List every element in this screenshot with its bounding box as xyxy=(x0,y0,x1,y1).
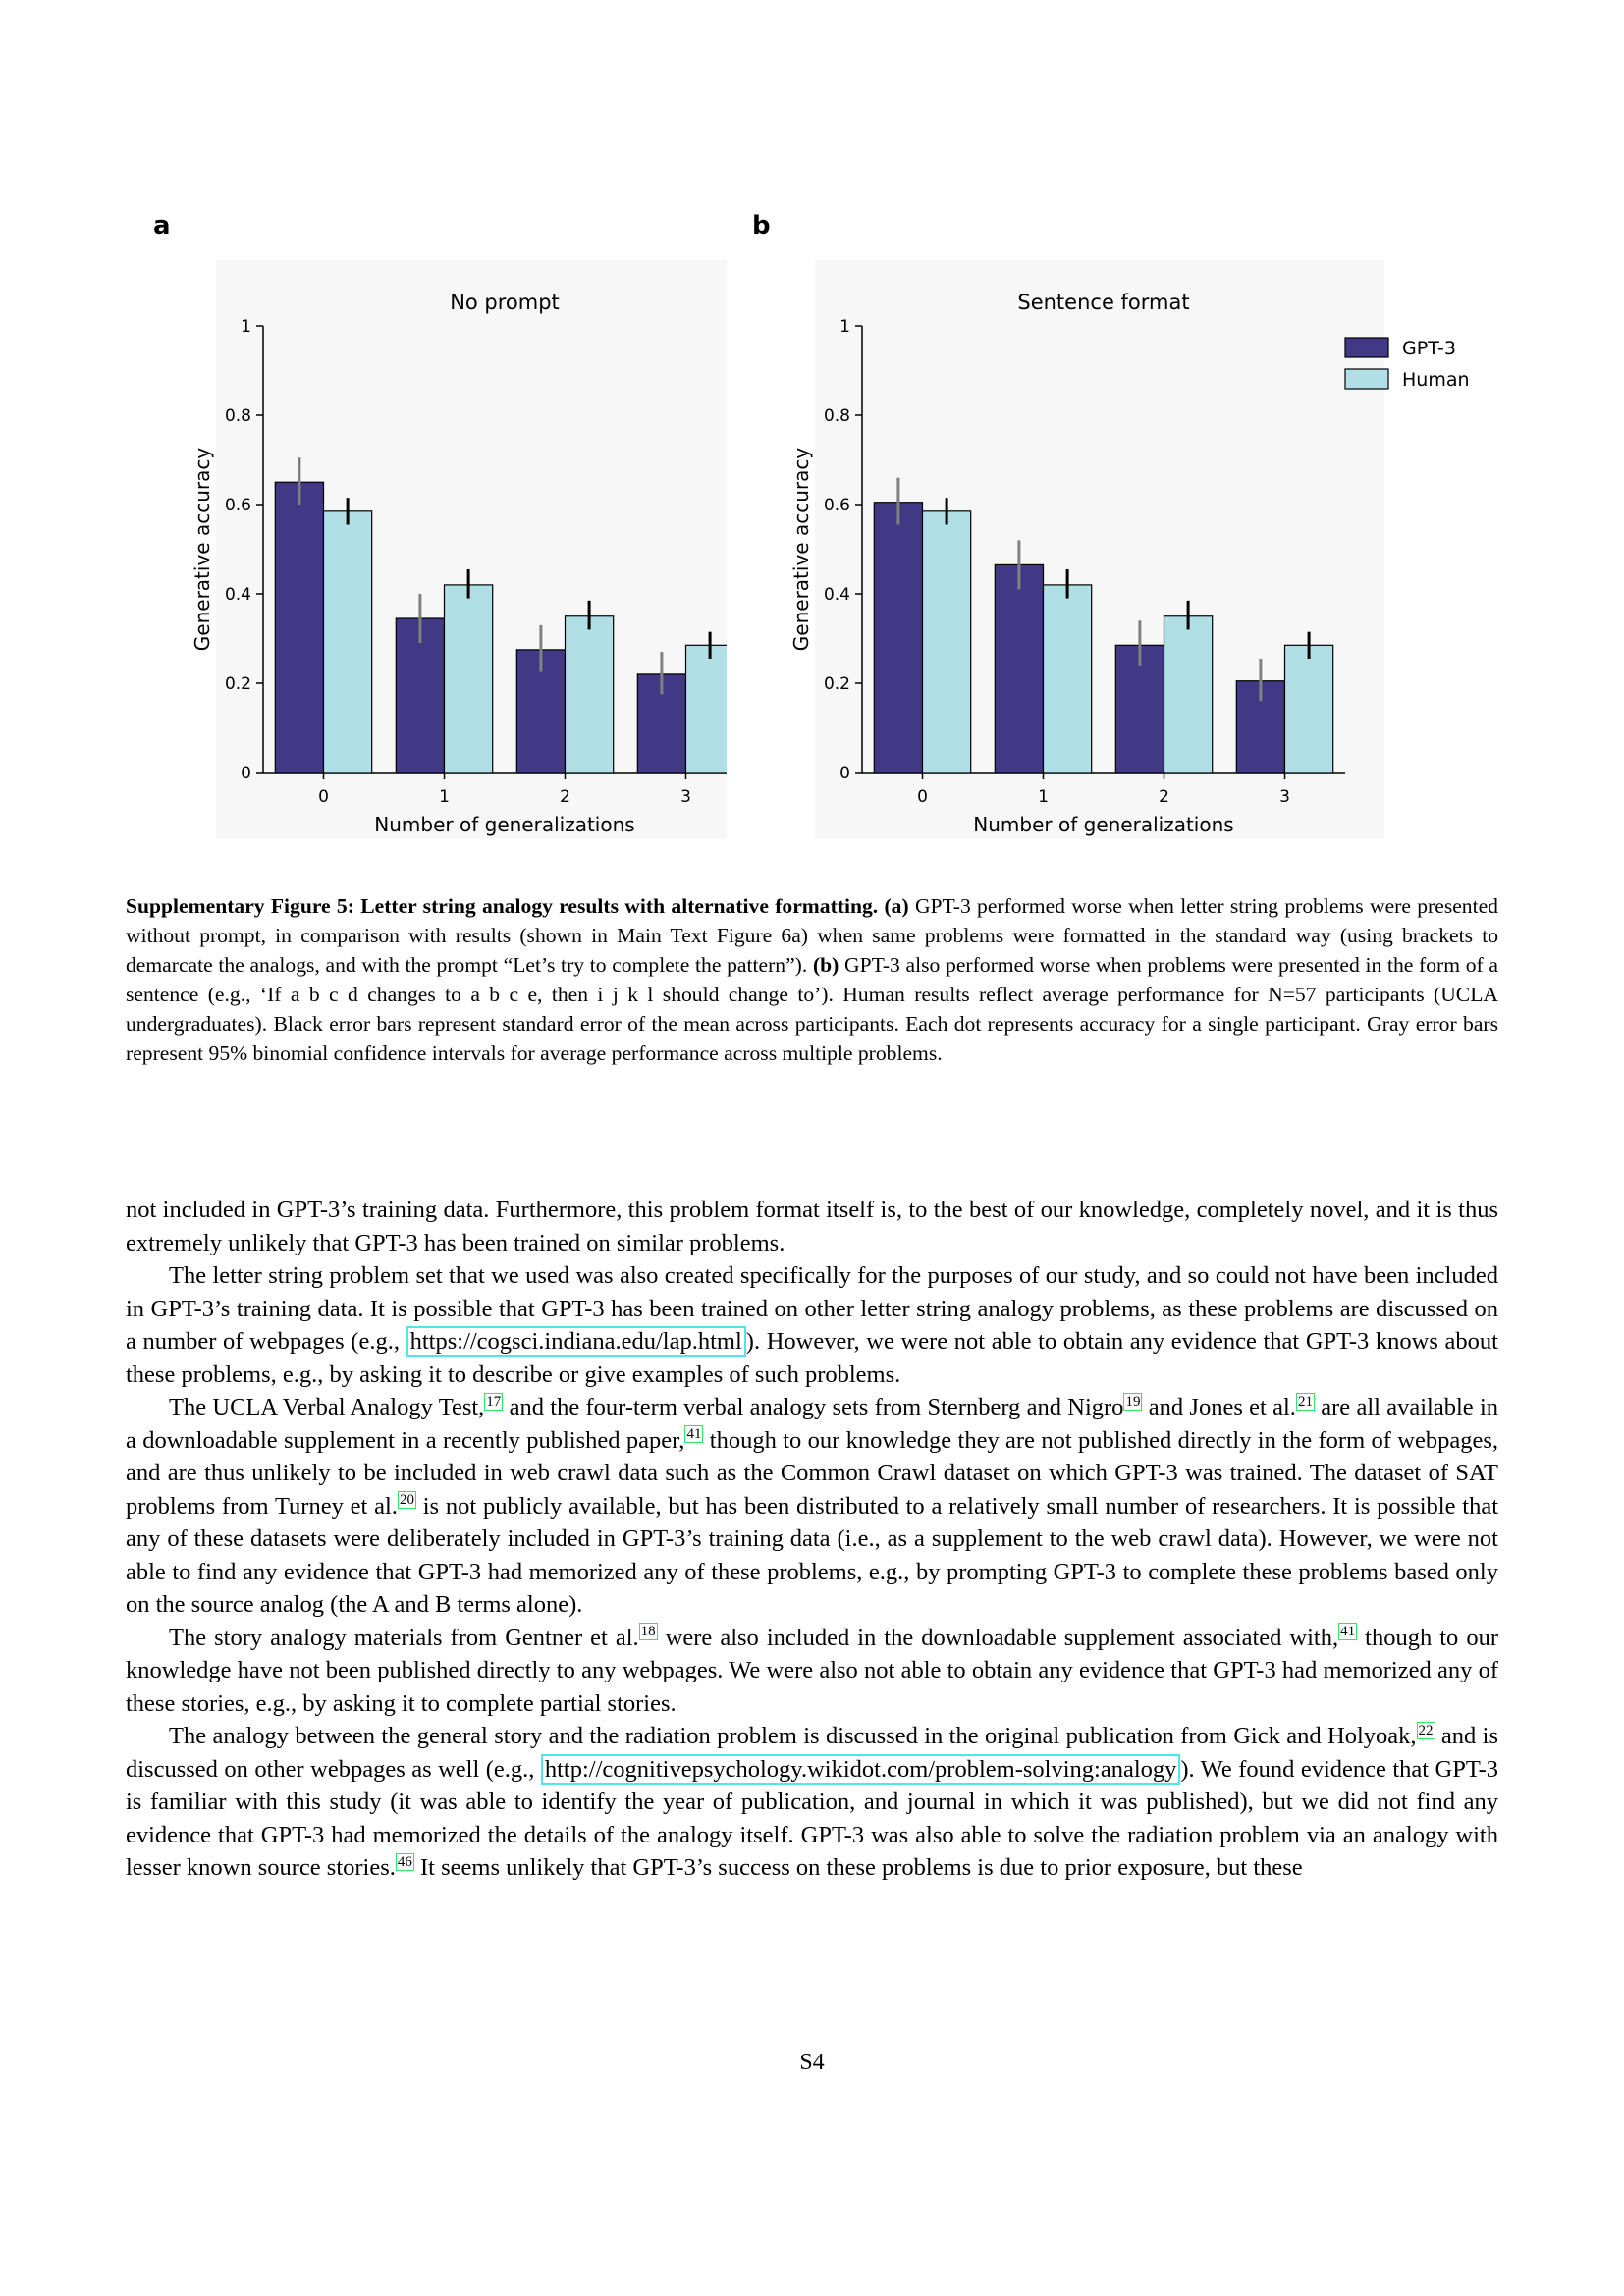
y-tick-label: 0.4 xyxy=(823,585,850,605)
y-tick-label: 0.6 xyxy=(224,496,251,515)
x-tick-label: 3 xyxy=(1279,787,1290,807)
legend-swatch-gpt3 xyxy=(1345,338,1388,357)
bar-human xyxy=(1164,616,1213,773)
x-tick-label: 1 xyxy=(439,787,450,807)
p3-text-d: are all available in a downloadable supplement in a recently published paper, xyxy=(126,1394,1498,1454)
paragraph-2 xyxy=(126,1259,1498,1391)
bar-gpt3 xyxy=(995,564,1043,773)
link-wikidot[interactable]: http://cognitivepsychology.wikidot.com/problem-solving:analogy xyxy=(541,1754,1181,1785)
legend-label-human: Human xyxy=(1402,369,1470,391)
paragraph-1: not included in GPT-3’s training data. Furthermore, this problem format itself is, to the best of our knowledge, completely novel, and it is thus extremely unlikely that GPT-3 has been trained on similar problems. xyxy=(126,1197,1498,1256)
y-tick-label: 0.2 xyxy=(823,674,850,694)
caption-tag-b: (b) xyxy=(812,953,839,977)
bar-human xyxy=(1044,585,1092,773)
chart-sentence-format xyxy=(736,231,1483,839)
paragraph-5 xyxy=(126,1720,1498,1885)
p4-text-a: The story analogy materials from Gentner et al. xyxy=(169,1624,639,1651)
caption-label: Supplementary Figure 5: Letter string analogy results with alternative formatting. xyxy=(126,894,879,918)
citation-22[interactable]: 22 xyxy=(1418,1722,1434,1738)
p3-text-e: though to our knowledge they are not published directly in the form of webpages, and are thus unlikely to be included in web crawl data such as the Common Crawl dataset on which GPT-3 was trained. The dataset of SAT problems from Turney et al. xyxy=(126,1426,1498,1520)
y-tick-label: 0 xyxy=(241,764,251,783)
x-tick-label: 3 xyxy=(680,787,691,807)
p3-text-b: and the four-term verbal analogy sets from Sternberg and Nigro xyxy=(503,1394,1124,1420)
paragraph-2-text-end: ). However, we were not able to obtain any evidence that GPT-3 knows about these problems, e.g., by asking it to describe or give examples of such problems. xyxy=(126,1328,1498,1388)
bar-human xyxy=(566,616,614,773)
caption-tag-a: (a) xyxy=(884,894,909,918)
p5-text-a: The analogy between the general story and the radiation problem is discussed in the original publication from Gick and Holyoak, xyxy=(169,1723,1417,1749)
y-tick-label: 0.2 xyxy=(224,674,251,694)
p4-text-c: though to our knowledge have not been published directly to any webpages. We were also not able to obtain any evidence that GPT-3 had memorized any of these stories, e.g., by asking it to complete partial stories. xyxy=(126,1624,1498,1717)
y-tick-label: 0.4 xyxy=(224,585,251,605)
page-number: S4 xyxy=(799,2050,825,2075)
bar-human xyxy=(686,645,728,773)
p5-text-b: and is discussed on other webpages as well (e.g., xyxy=(126,1723,1499,1783)
bar-human xyxy=(445,585,493,773)
x-tick-label: 2 xyxy=(560,787,570,807)
x-tick-label: 0 xyxy=(318,787,329,807)
chart-title: No prompt xyxy=(450,291,560,314)
paragraph-2-text: The letter string problem set that we used was also created specifically for the purposes of our study, and so could not have been included in GPT-3’s training data. It is possible that GPT-3 has been trained on other letter string analogy problems, as these problems are discussed on a number of webpages (e.g., xyxy=(126,1262,1498,1355)
citation-41b[interactable]: 41 xyxy=(1340,1624,1356,1640)
panel-label-a: a xyxy=(153,211,171,240)
citation-18[interactable]: 18 xyxy=(640,1624,656,1640)
bar-gpt3 xyxy=(275,482,323,773)
y-axis-label: Generative accuracy xyxy=(190,447,214,652)
y-tick-label: 0.8 xyxy=(823,406,850,426)
legend-swatch-human xyxy=(1345,369,1388,389)
figure-caption xyxy=(126,891,1498,1068)
bar-human xyxy=(324,511,372,773)
y-axis-label: Generative accuracy xyxy=(789,447,813,652)
y-tick-label: 1 xyxy=(241,317,251,337)
bar-human xyxy=(923,511,971,773)
p5-text-c: ). We found evidence that GPT-3 is familiar with this study (it was able to identify the year of publication, and journal in which it was published), but we did not find any evidence that GPT-3 had memorized the details of the analogy itself. GPT-3 was also able to solve the radiation problem via an analogy with lesser known source stories. xyxy=(126,1755,1498,1881)
paragraph-4 xyxy=(126,1622,1498,1721)
x-axis-label: Number of generalizations xyxy=(374,813,635,836)
y-tick-label: 1 xyxy=(839,317,850,337)
p3-text-f: is not publicly available, but has been distributed to a relatively small number of researchers. It is possible that any of these datasets were deliberately included in GPT-3’s training data (i.e., as a supplement to the web crawl data). However, we were not able to find any evidence that GPT-3 had memorized any of these problems, e.g., by prompting GPT-3 to complete these problems based only on the source analog (the A and B terms alone). xyxy=(126,1492,1498,1618)
citation-41[interactable]: 41 xyxy=(686,1426,702,1443)
bar-gpt3 xyxy=(874,503,922,773)
y-tick-label: 0.8 xyxy=(224,406,251,426)
link-lap[interactable]: https://cogsci.indiana.edu/lap.html xyxy=(406,1326,746,1357)
p4-text-b: were also included in the downloadable supplement associated with, xyxy=(657,1624,1339,1651)
p3-text-a: The UCLA Verbal Analogy Test, xyxy=(169,1394,485,1420)
x-axis-label: Number of generalizations xyxy=(973,813,1234,836)
x-tick-label: 2 xyxy=(1159,787,1169,807)
p3-text-c: and Jones et al. xyxy=(1142,1394,1296,1420)
y-tick-label: 0 xyxy=(839,764,850,783)
p5-text-d: It seems unlikely that GPT-3’s success on these problems is due to prior exposure, but these xyxy=(413,1854,1303,1881)
legend-label-gpt3: GPT-3 xyxy=(1402,338,1456,359)
x-tick-label: 1 xyxy=(1038,787,1049,807)
citation-21[interactable]: 21 xyxy=(1297,1393,1313,1410)
citation-20[interactable]: 20 xyxy=(399,1492,414,1509)
y-tick-label: 0.6 xyxy=(823,496,850,515)
citation-19[interactable]: 19 xyxy=(1125,1393,1141,1410)
figure-supp-5 xyxy=(137,201,1492,836)
panel-label-b: b xyxy=(752,211,771,240)
bar-human xyxy=(1285,645,1333,773)
citation-17[interactable]: 17 xyxy=(486,1393,502,1410)
chart-title: Sentence format xyxy=(1017,291,1190,314)
caption-text-a: GPT-3 performed worse when letter string problems were presented without prompt, in comparison with results (shown in Main Text Figure 6a) when same problems were formatted in the standard way (using brackets to demarcate the analogs, and with the prompt “Let’s try to complete the pattern”). xyxy=(126,894,1498,977)
caption-text-b: GPT-3 also performed worse when problems were presented in the form of a sentence (e.g., ‘If a b c d changes to a b c e, then i j k l should change to’). Human results reflect average performance for N=57 participants (UCLA undergraduates). Black error bars represent standard error of the mean across participants. Each dot represents accuracy for a single participant. Gray error bars represent 95% binomial confidence intervals for average performance across multiple problems. xyxy=(126,953,1498,1065)
paragraph-3 xyxy=(126,1391,1498,1622)
body-text xyxy=(126,1194,1498,1885)
x-tick-label: 0 xyxy=(917,787,928,807)
citation-46[interactable]: 46 xyxy=(397,1853,412,1870)
chart-no-prompt xyxy=(137,231,727,839)
